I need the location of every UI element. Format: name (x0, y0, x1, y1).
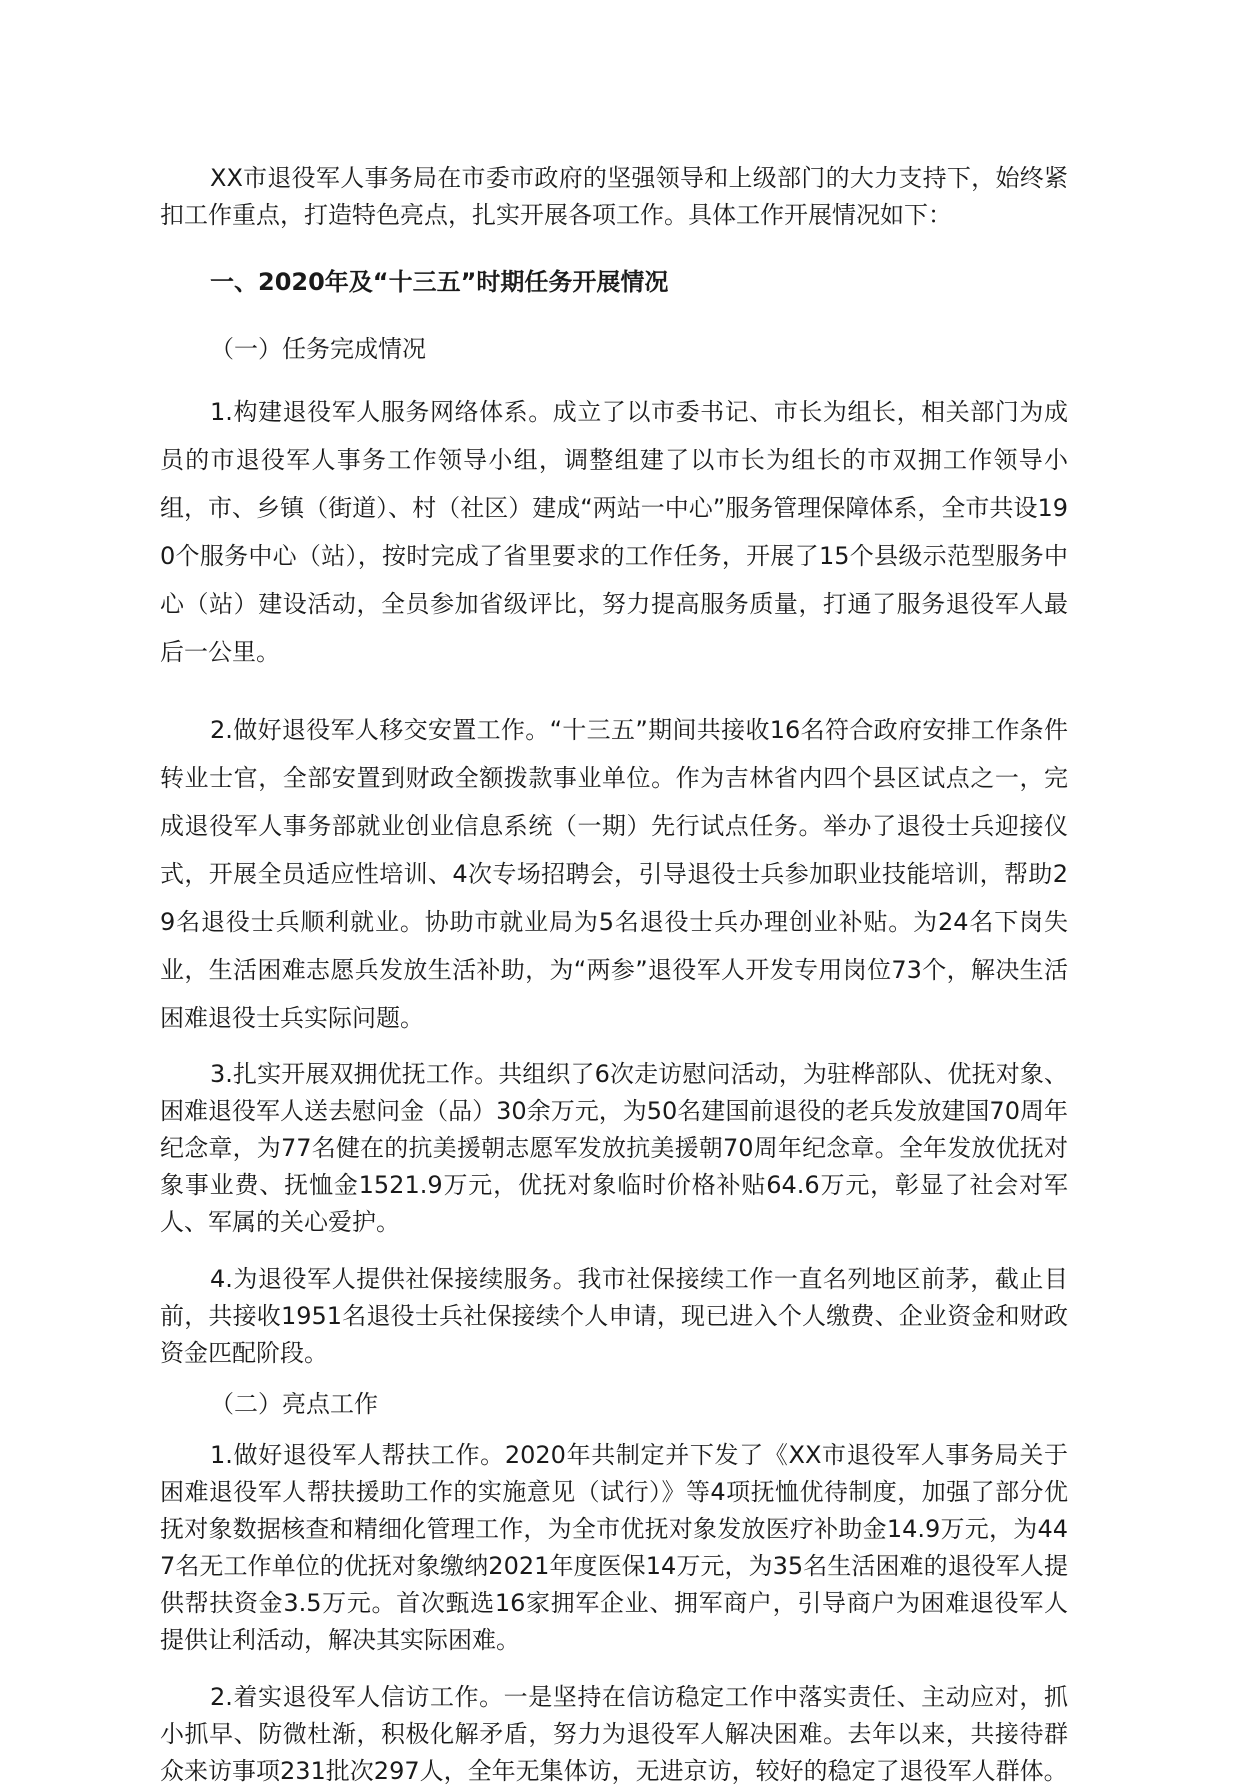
subsection-heading-tasks: （一）任务完成情况 (210, 335, 426, 363)
task-item-3: 3.扎实开展双拥优抚工作。共组织了6次走访慰问活动，为驻桦部队、优抚对象、困难退役军人送去慰问金（品）30余万元，为50名建国前退役的老兵发放建国70周年纪念章，为77名健在的抗美援朝志愿军发放抗美援朝70周年纪念章。全年发放优抚对象事业费、抚恤金1521.9万元，优抚对象临时价格补贴64.6万元，彰显了社会对军人、军属的关心爱护。 (160, 1060, 1068, 1236)
intro-paragraph: XX市退役军人事务局在市委市政府的坚强领导和上级部门的大力支持下，始终紧扣工作重点，打造特色亮点，扎实开展各项工作。具体工作开展情况如下： (160, 164, 1068, 229)
highlight-item-2: 2.着实退役军人信访工作。一是坚持在信访稳定工作中落实责任、主动应对，抓小抓早、防微杜渐，积极化解矛盾，努力为退役军人解决困难。去年以来，共接待群众来访事项231批次297人，全年无集体访，无进京访，较好的稳定了退役军人群体。 (160, 1683, 1068, 1785)
task-item-4: 4.为退役军人提供社保接续服务。我市社保接续工作一直名列地区前茅，截止目前，共接收1951名退役士兵社保接续个人申请，现已进入个人缴费、企业资金和财政资金匹配阶段。 (160, 1265, 1068, 1367)
subsection-heading-highlights: （二）亮点工作 (210, 1390, 378, 1418)
section-heading-1: 一、2020年及“十三五”时期任务开展情况 (210, 268, 669, 296)
task-item-1: 1.构建退役军人服务网络体系。成立了以市委书记、市长为组长，相关部门为成员的市退役军人事务工作领导小组，调整组建了以市长为组长的市双拥工作领导小组，市、乡镇（街道）、村（社区）建成“两站一中心”服务管理保障体系，全市共设190个服务中心（站），按时完成了省里要求的工作任务，开展了15个县级示范型服务中心（站）建设活动，全员参加省级评比，努力提高服务质量，打通了服务退役军人最后一公里。 (160, 398, 1068, 666)
highlight-item-1: 1.做好退役军人帮扶工作。2020年共制定并下发了《XX市退役军人事务局关于困难退役军人帮扶援助工作的实施意见（试行）》等4项抚恤优待制度，加强了部分优抚对象数据核查和精细化管理工作，为全市优抚对象发放医疗补助金14.9万元，为447名无工作单位的优抚对象缴纳2021年度医保14万元，为35名生活困难的退役军人提供帮扶资金3.5万元。首次甄选16家拥军企业、拥军商户，引导商户为困难退役军人提供让利活动，解决其实际困难。 (160, 1441, 1068, 1654)
task-item-2: 2.做好退役军人移交安置工作。“十三五”期间共接收16名符合政府安排工作条件转业士官，全部安置到财政全额拨款事业单位。作为吉林省内四个县区试点之一，完成退役军人事务部就业创业信息系统（一期）先行试点任务。举办了退役士兵迎接仪式，开展全员适应性培训、4次专场招聘会，引导退役士兵参加职业技能培训，帮助29名退役士兵顺利就业。协助市就业局为5名退役士兵办理创业补贴。为24名下岗失业，生活困难志愿兵发放生活补助，为“两参”退役军人开发专用岗位73个，解决生活困难退役士兵实际问题。 (160, 716, 1068, 1032)
